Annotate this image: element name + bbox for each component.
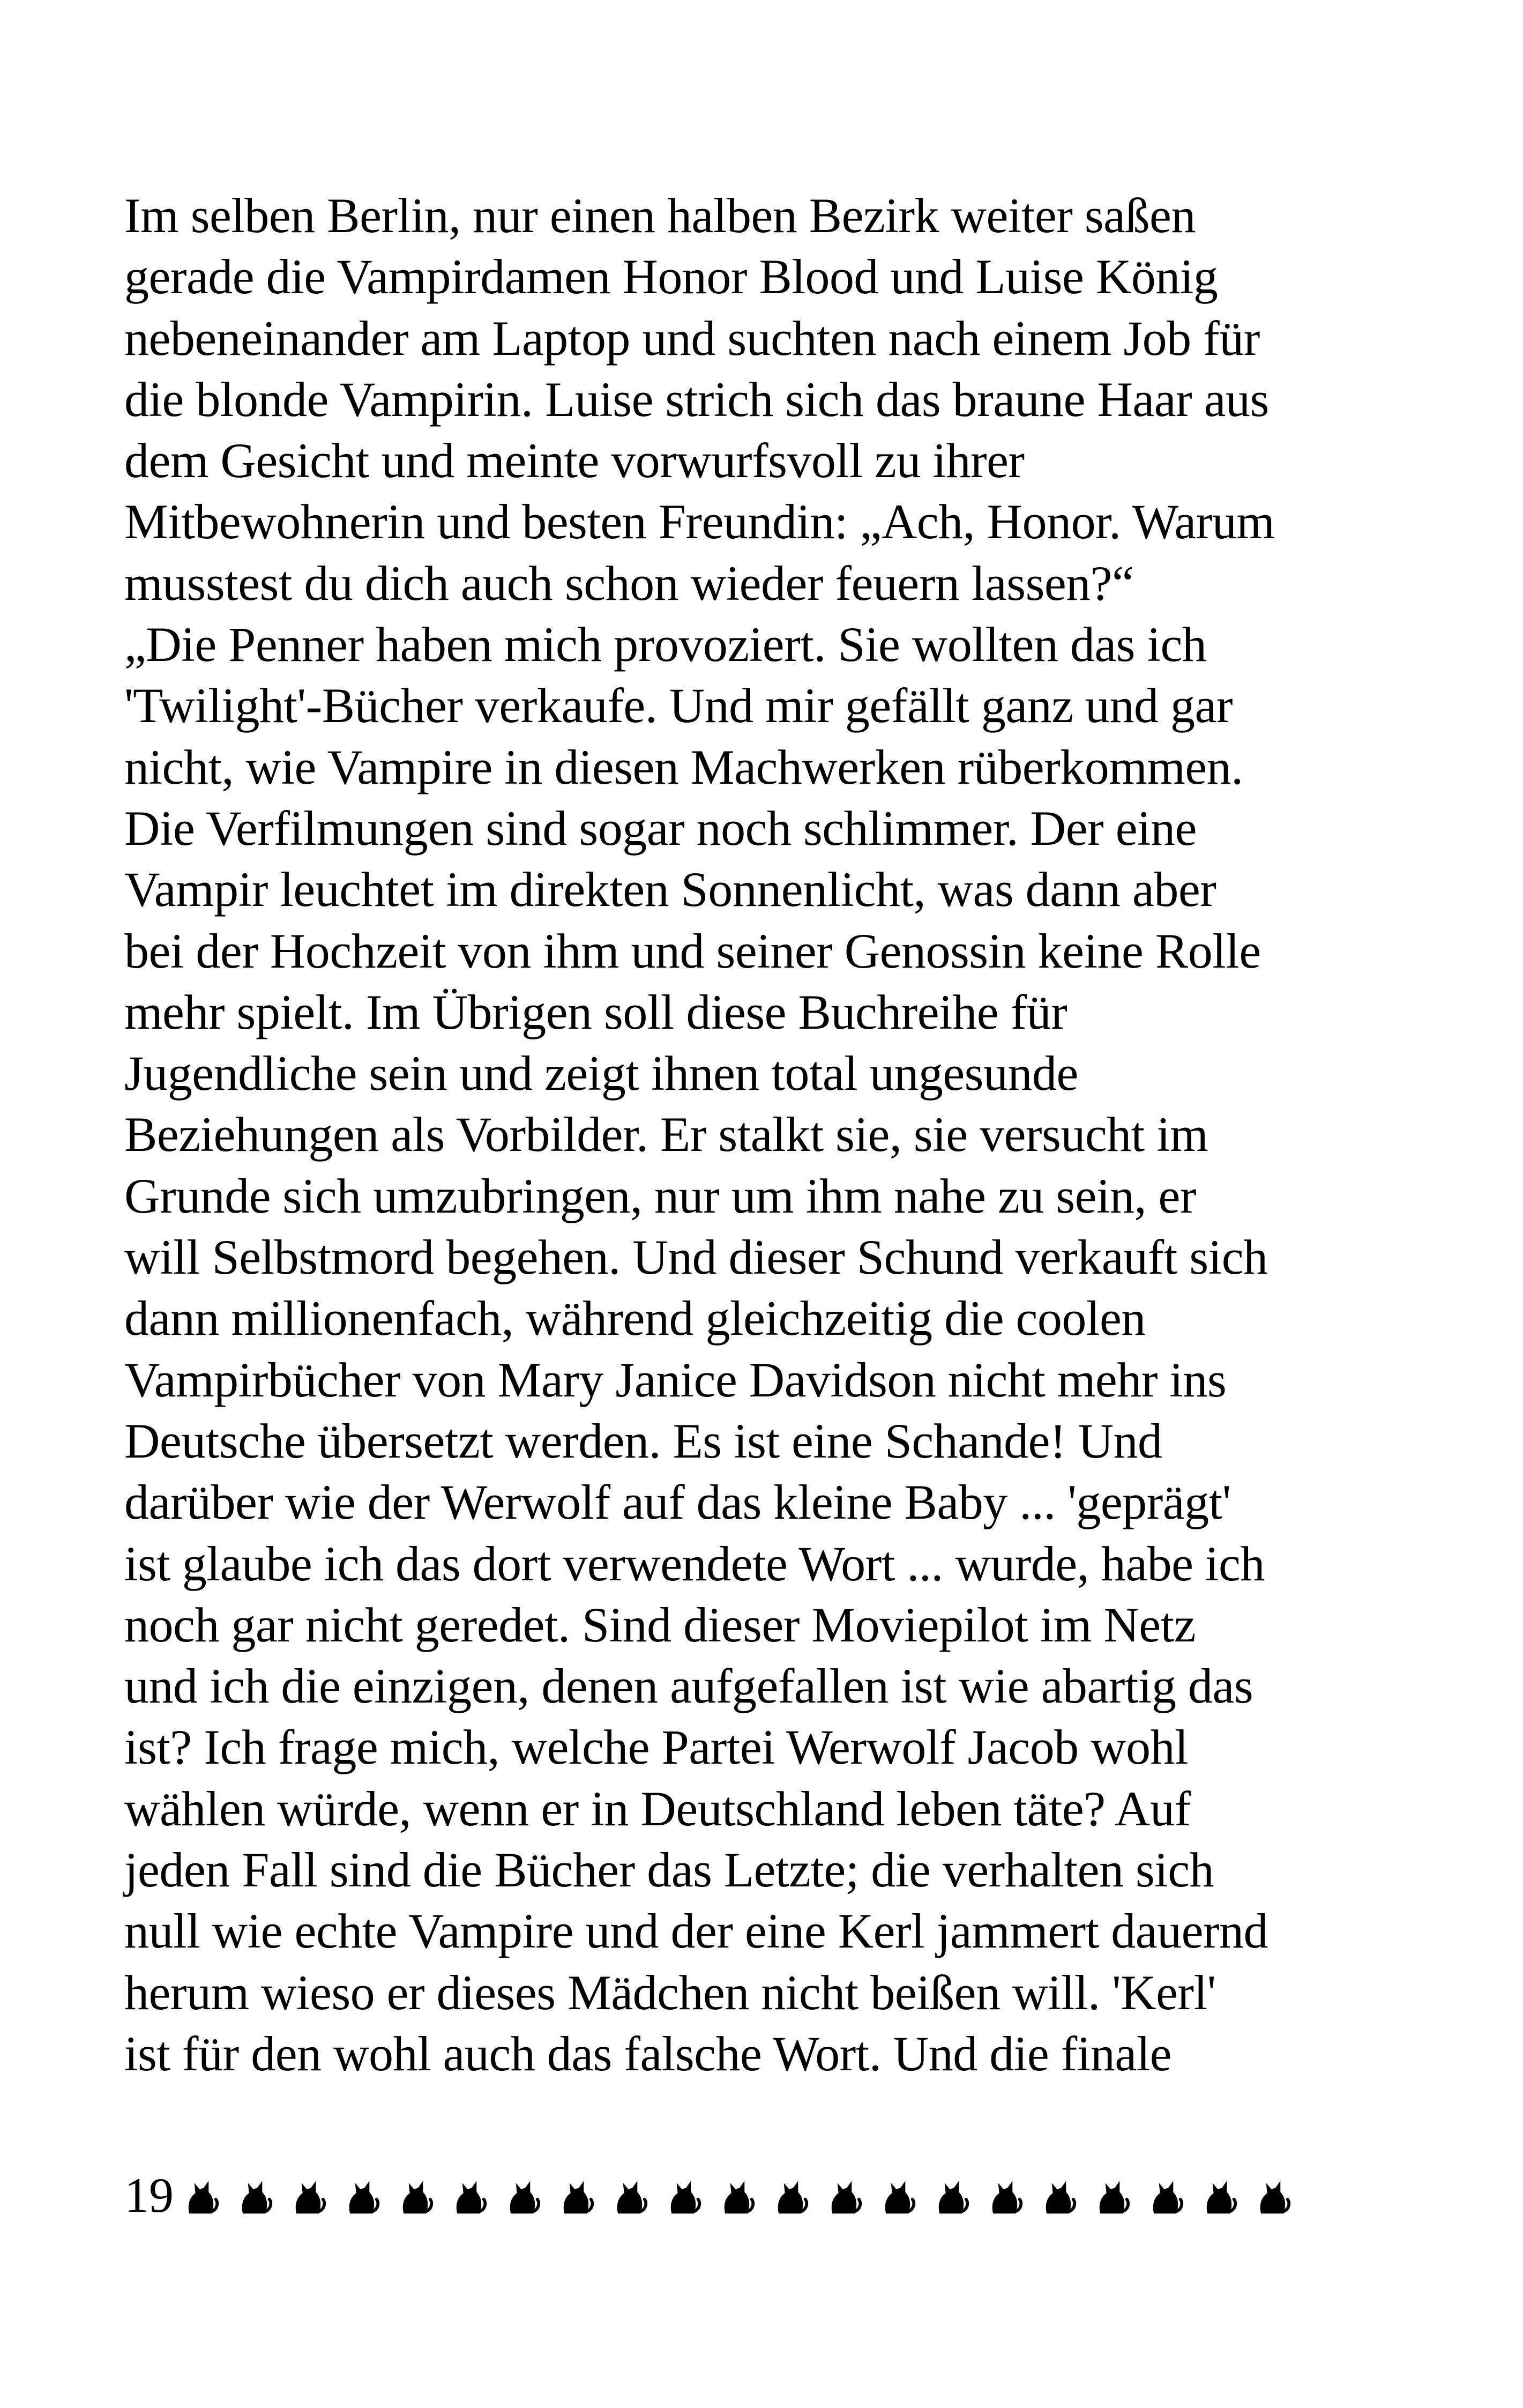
cat-icon: [1253, 2175, 1294, 2216]
page-footer: [124, 2166, 1294, 2225]
text-line: „Die Penner haben mich provoziert. Sie wollten das ich: [124, 617, 1207, 672]
cat-icon: [395, 2175, 436, 2216]
cat-icon: [1039, 2175, 1079, 2216]
text-line: ist glaube ich das dort verwendete Wort ... wurde, habe ich: [124, 1536, 1265, 1591]
text-line: jeden Fall sind die Bücher das Letzte; die verhalten sich: [124, 1842, 1214, 1898]
cat-icon: [931, 2175, 972, 2216]
text-line: bei der Hochzeit von ihm und seiner Genossin keine Rolle: [124, 923, 1261, 978]
cat-icon: [985, 2175, 1026, 2216]
text-line: dann millionenfach, während gleichzeitig die coolen: [124, 1291, 1146, 1346]
text-line: 'Twilight'-Bücher verkaufe. Und mir gefällt ganz und gar: [124, 678, 1233, 733]
cat-icon: [556, 2175, 597, 2216]
cat-icon: [503, 2175, 543, 2216]
cat-icon: [1092, 2175, 1133, 2216]
text-line: will Selbstmord begehen. Und dieser Schund verkauft sich: [124, 1230, 1268, 1285]
text-line: nebeneinander am Laptop und suchten nach einem Job für: [124, 310, 1260, 366]
cat-icon: [1146, 2175, 1186, 2216]
cat-icon: [449, 2175, 490, 2216]
text-line: Die Verfilmungen sind sogar noch schlimmer. Der eine: [124, 800, 1197, 856]
text-line: mehr spielt. Im Übrigen soll diese Buchreihe für: [124, 984, 1067, 1039]
cat-icon: [342, 2175, 383, 2216]
cat-icon: [235, 2175, 275, 2216]
text-line: wählen würde, wenn er in Deutschland leben täte? Auf: [124, 1781, 1191, 1836]
text-line: noch gar nicht geredet. Sind dieser Moviepilot im Netz: [124, 1597, 1196, 1652]
text-line: Jugendliche sein und zeigt ihnen total ungesunde: [124, 1046, 1078, 1101]
text-line: und ich die einzigen, denen aufgefallen ist wie abartig das: [124, 1659, 1253, 1714]
text-line: dem Gesicht und meinte vorwurfsvoll zu ihrer: [124, 433, 1025, 488]
text-line: ist? Ich frage mich, welche Partei Werwolf Jacob wohl: [124, 1720, 1189, 1775]
cat-icon: [771, 2175, 811, 2216]
text-line: darüber wie der Werwolf auf das kleine Baby ... 'geprägt': [124, 1475, 1231, 1530]
cat-icon: [610, 2175, 651, 2216]
cat-icon: [824, 2175, 865, 2216]
cat-icon: [181, 2175, 222, 2216]
text-line: Vampir leuchtet im direkten Sonnenlicht, was dann aber: [124, 862, 1216, 917]
cat-ornament-row: [181, 2175, 1294, 2216]
cat-icon: [1199, 2175, 1240, 2216]
text-line: Deutsche übersetzt werden. Es ist eine Schande! Und: [124, 1413, 1162, 1468]
text-line: Vampirbücher von Mary Janice Davidson nicht mehr ins: [124, 1352, 1227, 1407]
cat-icon: [288, 2175, 329, 2216]
body-text: [124, 185, 1410, 2084]
text-line: musstest du dich auch schon wieder feuern lassen?“: [124, 555, 1134, 611]
text-line: herum wieso er dieses Mädchen nicht beißen will. 'Kerl': [124, 1965, 1216, 2020]
text-line: null wie echte Vampire und der eine Kerl jammert dauernd: [124, 1904, 1268, 1959]
cat-icon: [717, 2175, 758, 2216]
page-number: 19: [124, 2168, 174, 2223]
text-line: gerade die Vampirdamen Honor Blood und Luise König: [124, 249, 1218, 304]
text-line: die blonde Vampirin. Luise strich sich das braune Haar aus: [124, 371, 1269, 427]
text-line: Mitbewohnerin und besten Freundin: „Ach, Honor. Warum: [124, 494, 1275, 549]
cat-icon: [878, 2175, 919, 2216]
text-line: nicht, wie Vampire in diesen Machwerken rüberkommen.: [124, 739, 1243, 794]
cat-icon: [663, 2175, 704, 2216]
text-line: ist für den wohl auch das falsche Wort. Und die finale: [124, 2026, 1172, 2081]
text-line: Im selben Berlin, nur einen halben Bezirk weiter saßen: [124, 188, 1196, 243]
text-line: Beziehungen als Vorbilder. Er stalkt sie, sie versucht im: [124, 1107, 1208, 1162]
text-line: Grunde sich umzubringen, nur um ihm nahe zu sein, er: [124, 1168, 1197, 1223]
